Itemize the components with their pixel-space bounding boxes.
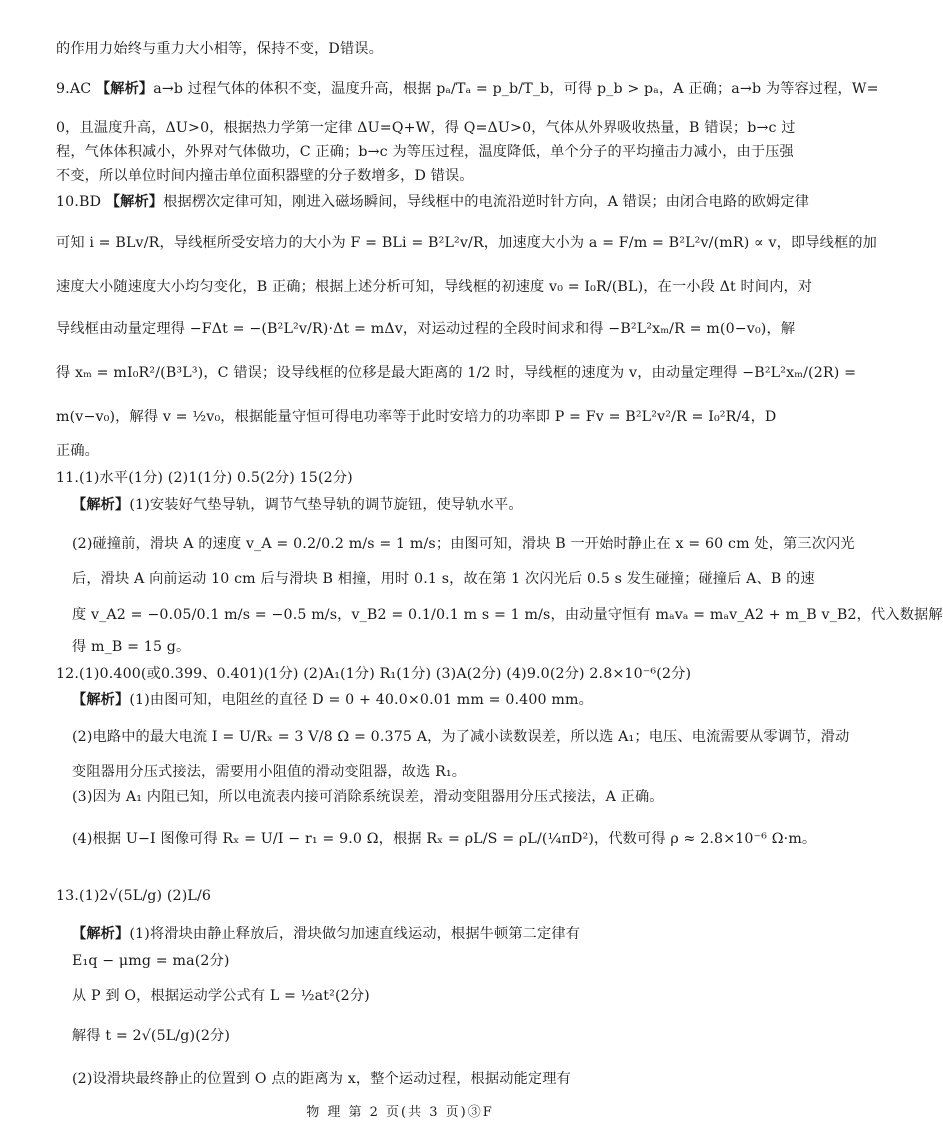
text-line: 从 P 到 O，根据运动学公式有 L = ½at²(2分): [72, 988, 370, 1004]
text-line: (4)根据 U−I 图像可得 Rₓ = U/I − r₁ = 9.0 Ω，根据 Rₓ = ρL/S = ρL/(¼πD²)，代数可得 ρ ≈ 2.8×10⁻⁶ Ω·m。: [72, 831, 817, 847]
analysis-tag: 【解析】: [72, 926, 130, 942]
text-line: 【解析】(1)安装好气垫导轨，调节气垫导轨的调节旋钮，使导轨水平。: [72, 497, 523, 513]
text-line: 解得 t = 2√(5L/g)(2分): [72, 1028, 231, 1044]
text-line: 12.(1)0.400(或0.399、0.401)(1分) (2)A₁(1分) R₁(1分) (3)A(2分) (4)9.0(2分) 2.8×10⁻⁶(2分): [56, 666, 692, 682]
text-line: (2)电路中的最大电流 I = U/Rₓ = 3 V/8 Ω = 0.375 A，为了减小读数误差，所以选 A₁；电压、电流需要从零调节，滑动: [72, 729, 850, 745]
text-line: 可知 i = BLv/R，导线框所受安培力的大小为 F = BLi = B²L²v/R，加速度大小为 a = F/m = B²L²v/(mR) ∝ v，即导线框的加: [56, 235, 877, 251]
text-line: 正确。: [56, 443, 100, 459]
text-line: 【解析】(1)由图可知，电阻丝的直径 D = 0 + 40.0×0.01 mm = 0.400 mm。: [72, 692, 593, 708]
text-line: 11.(1)水平(1分) (2)1(1分) 0.5(2分) 15(2分): [56, 470, 353, 486]
text-line: E₁q − μmg = ma(2分): [72, 953, 230, 969]
text-line: 得 m_B = 15 g。: [72, 639, 191, 655]
text-line: 的作用力始终与重力大小相等，保持不变，D错误。: [56, 41, 383, 57]
text-line: 变阻器用分压式接法，需要用小阻值的滑动变阻器，故选 R₁。: [72, 764, 467, 780]
text-line: m(v−v₀)，解得 v = ½v₀，根据能量守恒可得电功率等于此时安培力的功率即 P = Fv = B²L²v²/R = I₀²R/4，D: [56, 409, 777, 425]
text-line: 10.BD 【解析】根据楞次定律可知，刚进入磁场瞬间，导线框中的电流沿逆时针方向，A 错误；由闭合电路的欧姆定律: [56, 194, 810, 210]
text-line: 得 xₘ = mI₀R²/(B³L³)，C 错误；设导线框的位移是最大距离的 1/2 时，导线框的速度为 v，由动量定理得 −B²L²xₘ/(2R) =: [56, 365, 857, 381]
text-line: 度 v_A2 = −0.05/0.1 m/s = −0.5 m/s，v_B2 = 0.1/0.1 m s = 1 m/s，由动量守恒有 mₐvₐ = mₐv_A2 + m_B v_B2，代入数据解: [72, 607, 943, 623]
text-line: (2)碰撞前，滑块 A 的速度 v_A = 0.2/0.2 m/s = 1 m/s；由图可知，滑块 B 一开始时静止在 x = 60 cm 处，第三次闪光: [72, 536, 855, 552]
analysis-tag: 【解析】: [105, 194, 164, 210]
text-line: (3)因为 A₁ 内阻已知，所以电流表内接可消除系统误差，滑动变阻器用分压式接法，A 正确。: [72, 789, 664, 805]
text-line: 导线框由动量定理得 −FΔt = −(B²L²v/R)·Δt = mΔv，对运动过程的全段时间求和得 −B²L²xₘ/R = m(0−v₀)，解: [56, 321, 796, 337]
text-line: 程，气体体积减小，外界对气体做功，C 正确；b→c 为等压过程，温度降低，单个分子的平均撞击力减小，由于压强: [56, 144, 794, 160]
analysis-tag: 【解析】: [95, 81, 154, 97]
text-line: 9.AC 【解析】a→b 过程气体的体积不变，温度升高，根据 pₐ/Tₐ = p_b/T_b，可得 p_b > pₐ，A 正确；a→b 为等容过程，W=: [56, 81, 879, 97]
text-line: 【解析】(1)将滑块由静止释放后，滑块做匀加速直线运动，根据牛顿第二定律有: [72, 926, 581, 942]
text-line: 速度大小随速度大小均匀变化，B 正确；根据上述分析可知，导线框的初速度 v₀ = I₀R/(BL)，在一小段 Δt 时间内，对: [56, 279, 813, 295]
analysis-tag: 【解析】: [72, 692, 130, 708]
text-line: 0，且温度升高，ΔU>0，根据热力学第一定律 ΔU=Q+W，得 Q=ΔU>0，气体从外界吸收热量，B 错误；b→c 过: [56, 120, 796, 136]
text-line: 后，滑块 A 向前运动 10 cm 后与滑块 B 相撞，用时 0.1 s，故在第 1 次闪光后 0.5 s 发生碰撞；碰撞后 A、B 的速: [72, 571, 815, 587]
text-line: (2)设滑块最终静止的位置到 O 点的距离为 x，整个运动过程，根据动能定理有: [72, 1071, 571, 1087]
page-footer: 物 理 第 2 页(共 3 页)③F: [306, 1105, 494, 1120]
text-line: 不变，所以单位时间内撞击单位面积器壁的分子数增多，D 错误。: [56, 168, 474, 184]
analysis-tag: 【解析】: [72, 497, 130, 513]
text-line: 13.(1)2√(5L/g) (2)L/6: [56, 888, 212, 904]
